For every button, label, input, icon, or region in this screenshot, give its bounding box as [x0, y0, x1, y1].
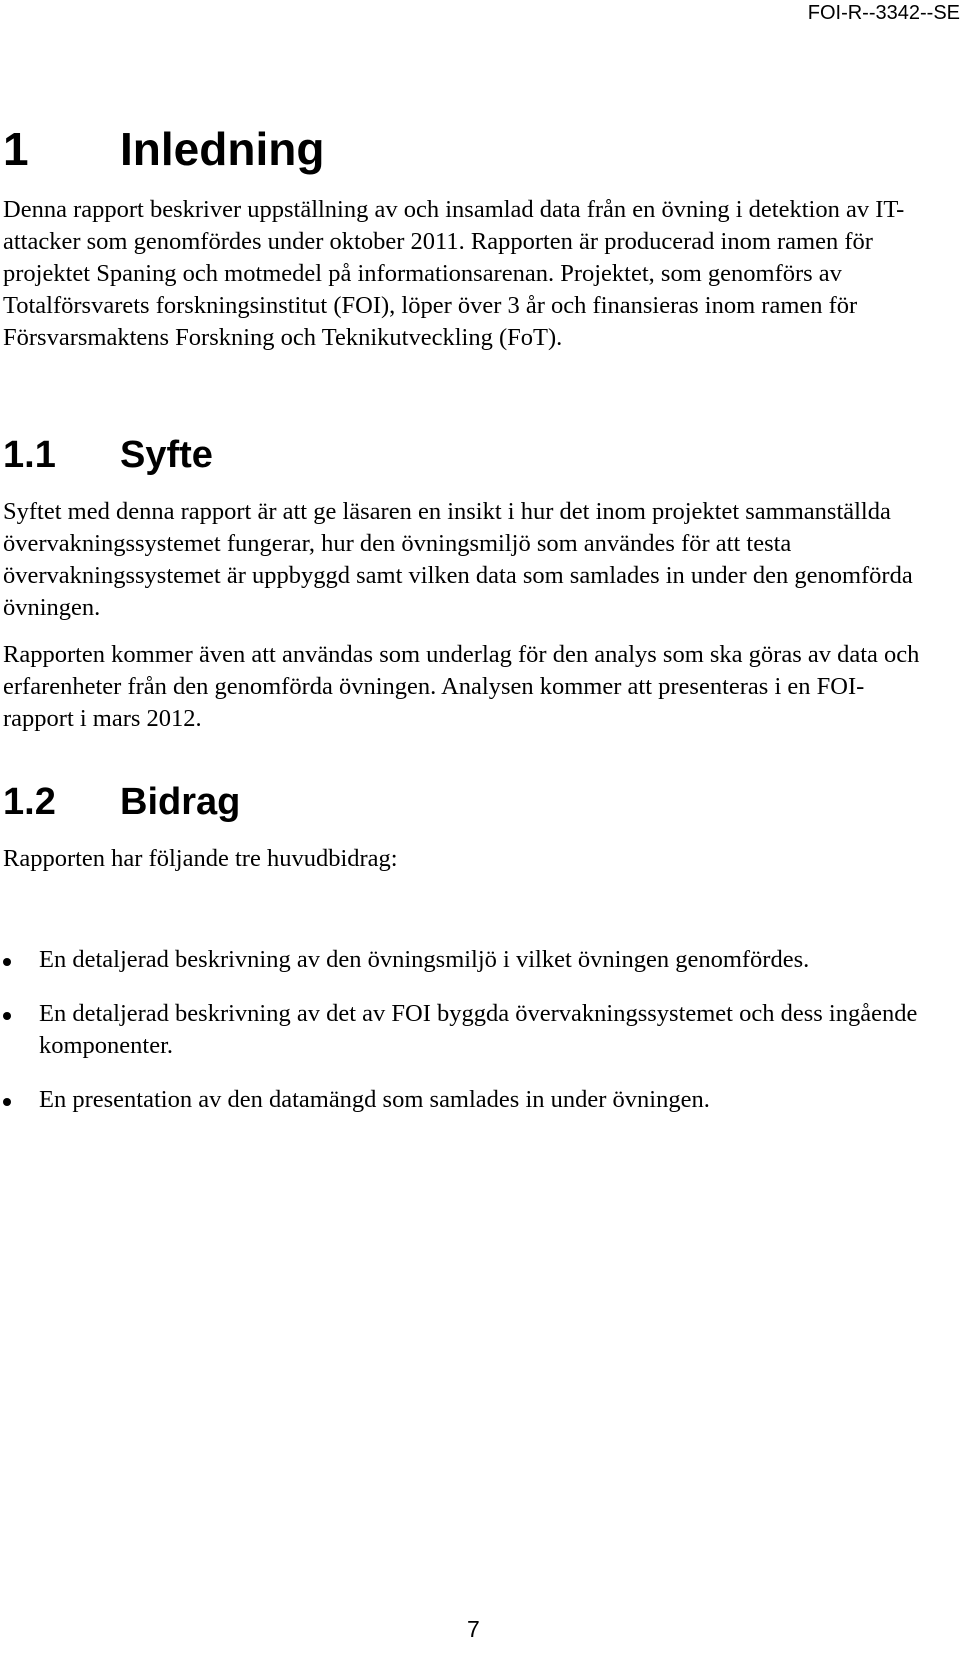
section-number: 1.2: [3, 781, 56, 823]
bidrag-intro: Rapporten har följande tre huvudbidrag:: [3, 845, 398, 872]
section-heading-syfte: [3, 433, 213, 477]
syfte-paragraph-2: Rapporten kommer även att användas som underlag för den analys som ska göras av data och erfarenheter från den genomförda övningen. Analysen kommer att presenteras i en FOI-rapport i mars 2012.: [3, 641, 920, 732]
list-item: [3, 998, 933, 1062]
section-number: 1.1: [3, 434, 56, 476]
list-item-text: En detaljerad beskrivning av den övningsmiljö i vilket övningen genomfördes.: [39, 946, 810, 973]
page-number: 7: [467, 1616, 480, 1642]
section-heading-bidrag: [3, 780, 240, 824]
list-item-text: En detaljerad beskrivning av det av FOI byggda övervakningssystemet och dess ingående komponenter.: [39, 1000, 918, 1059]
list-item-text: En presentation av den datamängd som samlades in under övningen.: [39, 1086, 710, 1113]
chapter-heading: [3, 122, 324, 176]
chapter-number: 1: [3, 123, 29, 175]
chapter-title: Inledning: [120, 123, 325, 175]
section-title: Syfte: [120, 434, 213, 476]
section-title: Bidrag: [120, 781, 241, 823]
chapter-intro-paragraph: Denna rapport beskriver uppställning av och insamlad data från en övning i detektion av IT-attacker som genomfördes under oktober 2011. Rapporten är producerad inom ramen för projektet Spaning och motmedel på informationsarenan. Projektet, som genomförs av Totalförsvarets forskningsinstitut (FOI), löper över 3 år och finansieras inom ramen för Försvarsmaktens Forskning och Teknikutveckling (FoT).: [3, 196, 905, 351]
bullet-icon: [3, 1098, 11, 1106]
contribution-list: [3, 944, 933, 1138]
bullet-icon: [3, 958, 11, 966]
syfte-paragraph-1: Syftet med denna rapport är att ge läsaren en insikt i hur det inom projektet sammanställda övervakningssystemet fungerar, hur den övningsmiljö som användes för att testa övervakningssystemet är uppbyggd samt vilken data som samlades in under den genomförda övningen.: [3, 498, 913, 621]
list-item: [3, 1084, 933, 1116]
bullet-icon: [3, 1012, 11, 1020]
report-id: FOI-R--3342--SE: [807, 2, 960, 24]
list-item: [3, 944, 933, 976]
